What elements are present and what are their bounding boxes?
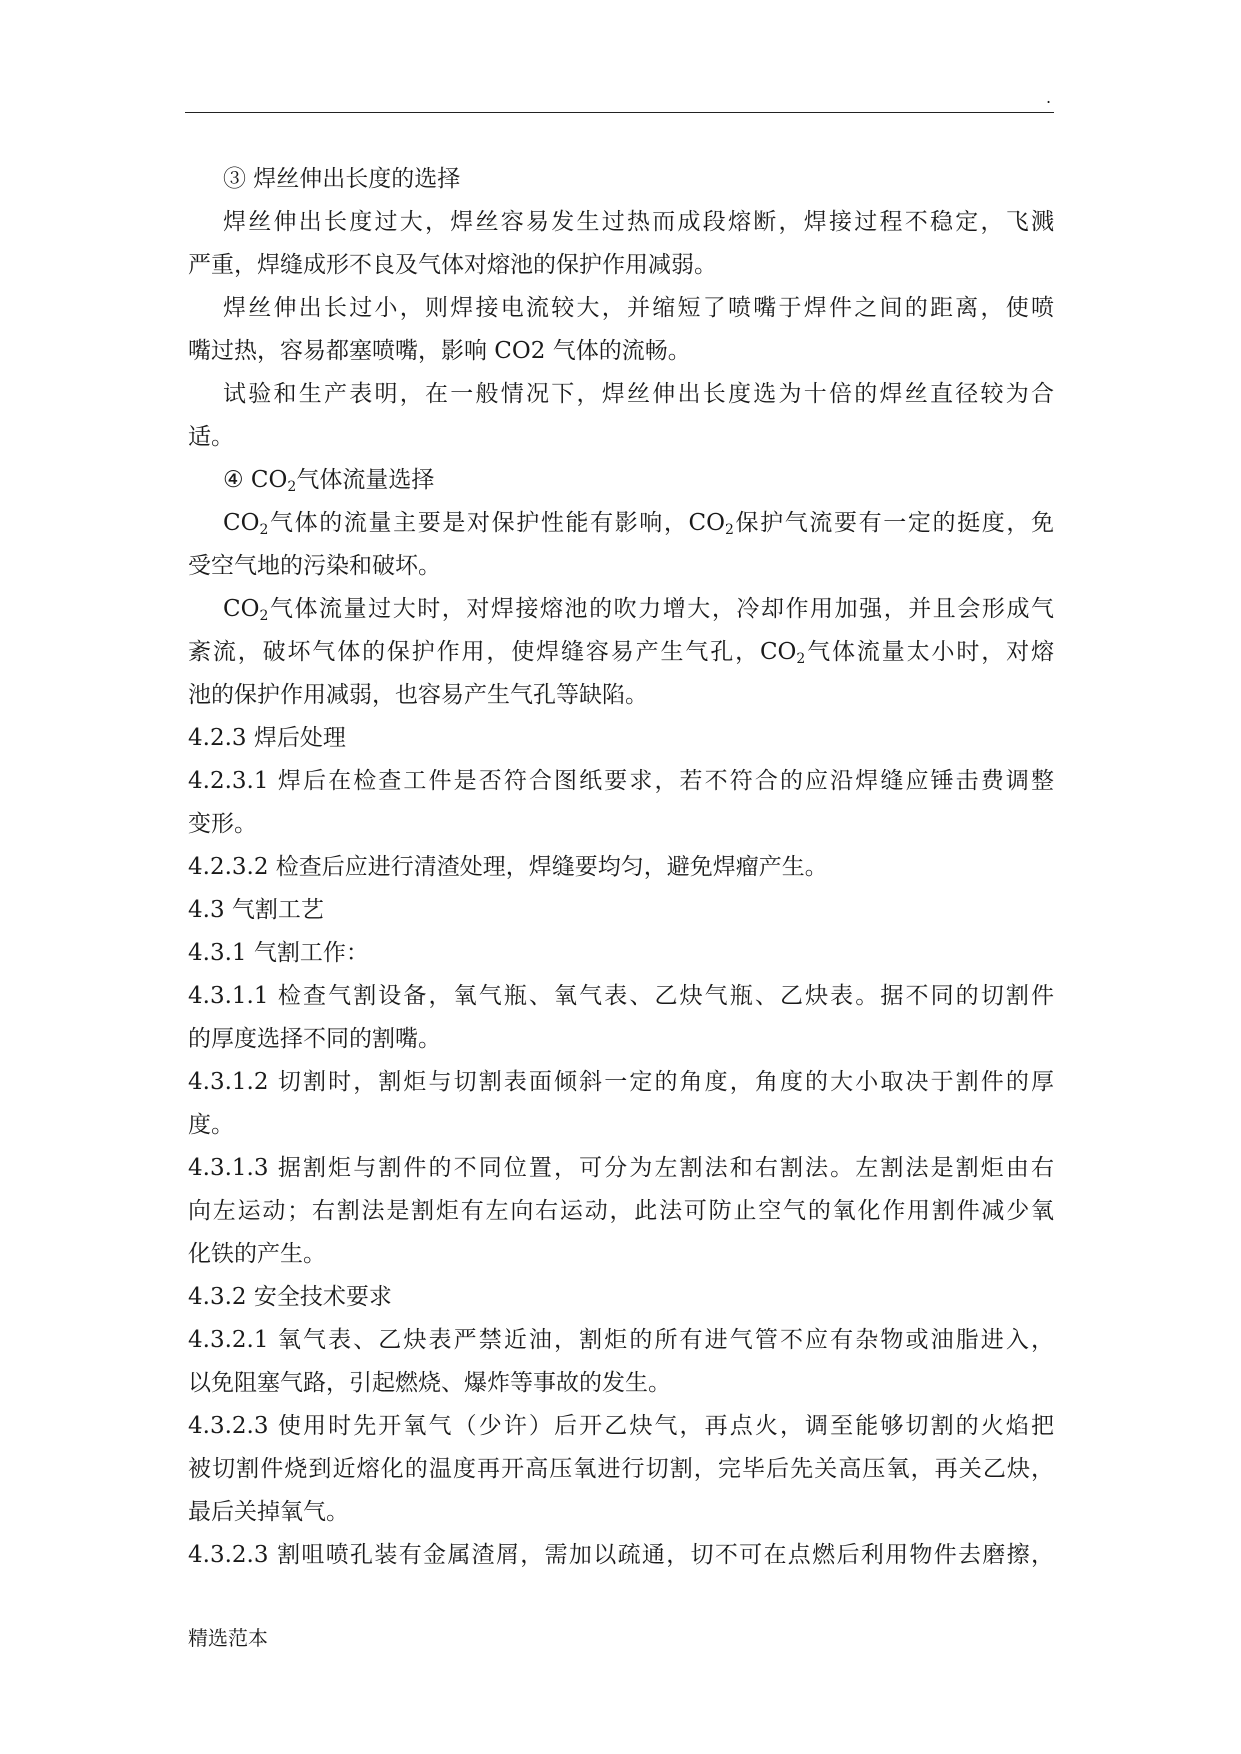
paragraph-line: 池的保护作用减弱，也容易产生气孔等缺陷。 [188,682,648,708]
paragraph-line: 变形。 [188,811,257,837]
paragraph-line: 向左运动；右割法是割炬有左向右运动，此法可防止空气的氧化作用割件减少氧 [188,1198,1054,1224]
paragraph-line: 4.2.3.1 焊后在检查工件是否符合图纸要求，若不符合的应沿焊缝应锤击费调整 [188,768,1054,794]
paragraph-line: 焊丝伸出长过小，则焊接电流较大，并缩短了喷嘴于焊件之间的距离，使喷 [223,295,1054,321]
heading-co2-flow: ④ $CO_2$气体流量选择 [223,467,435,495]
section-heading-4-2-3: 4.2.3 焊后处理 [188,725,346,751]
paragraph-line: 4.3.1.1 检查气割设备，氧气瓶、氧气表、乙炔气瓶、乙炔表。据不同的切割件 [188,983,1054,1009]
paragraph-line: 焊丝伸出长度过大，焊丝容易发生过热而成段熔断，焊接过程不稳定，飞溅 [223,209,1054,235]
paragraph-line: 4.3.2.3 割咀喷孔装有金属渣屑，需加以疏通，切不可在点燃后利用物件去磨擦， [188,1542,1054,1568]
paragraph-line: 最后关掉氧气。 [188,1499,349,1525]
paragraph-line: 以免阻塞气路，引起燃烧、爆炸等事故的发生。 [188,1370,671,1396]
header-rule [185,112,1054,113]
paragraph-line: 试验和生产表明，在一般情况下，焊丝伸出长度选为十倍的焊丝直径较为合 [223,381,1054,407]
paragraph-line: 严重，焊缝成形不良及气体对熔池的保护作用减弱。 [188,252,717,278]
paragraph-line: 被切割件烧到近熔化的温度再开高压氧进行切割，完毕后先关高压氧，再关乙炔， [188,1456,1054,1482]
footer-label: 精选范本 [188,1626,268,1650]
paragraph-line: $CO_2$气体流量过大时，对焊接熔池的吹力增大，冷却作用加强，并且会形成气 [223,596,1054,624]
document-body [188,158,1054,1577]
paragraph-line: 受空气地的污染和破坏。 [188,553,441,579]
paragraph-line: 4.2.3.2 检查后应进行清渣处理，焊缝要均匀，避免焊瘤产生。 [188,854,828,880]
paragraph-line: 的厚度选择不同的割嘴。 [188,1026,441,1052]
paragraph-line: 化铁的产生。 [188,1241,326,1267]
paragraph-line: 4.3.1.2 切割时，割炬与切割表面倾斜一定的角度，角度的大小取决于割件的厚 [188,1069,1054,1095]
header-mark: . [1046,88,1052,107]
paragraph-line: $CO_2$气体的流量主要是对保护性能有影响，$CO_2$保护气流要有一定的挺度，免 [223,510,1054,538]
section-heading-4-3-2: 4.3.2 安全技术要求 [188,1284,392,1310]
paragraph-line: 4.3.2.1 氧气表、乙炔表严禁近油，割炬的所有进气管不应有杂物或油脂进入， [188,1327,1054,1353]
paragraph-line: 适。 [188,424,234,450]
paragraph-line: 紊流，破坏气体的保护作用，使焊缝容易产生气孔，$CO_2$气体流量太小时，对熔 [188,639,1054,667]
paragraph-line: 度。 [188,1112,234,1138]
heading-wire-extension: ③ 焊丝伸出长度的选择 [223,166,461,192]
section-heading-4-3-1: 4.3.1 气割工作： [188,940,369,966]
paragraph-line: 4.3.2.3 使用时先开氧气（少许）后开乙炔气，再点火，调至能够切割的火焰把 [188,1413,1054,1439]
section-heading-4-3: 4.3 气割工艺 [188,897,324,923]
paragraph-line: 嘴过热，容易都塞喷嘴，影响 CO2 气体的流畅。 [188,338,691,364]
paragraph-line: 4.3.1.3 据割炬与割件的不同位置，可分为左割法和右割法。左割法是割炬由右 [188,1155,1054,1181]
